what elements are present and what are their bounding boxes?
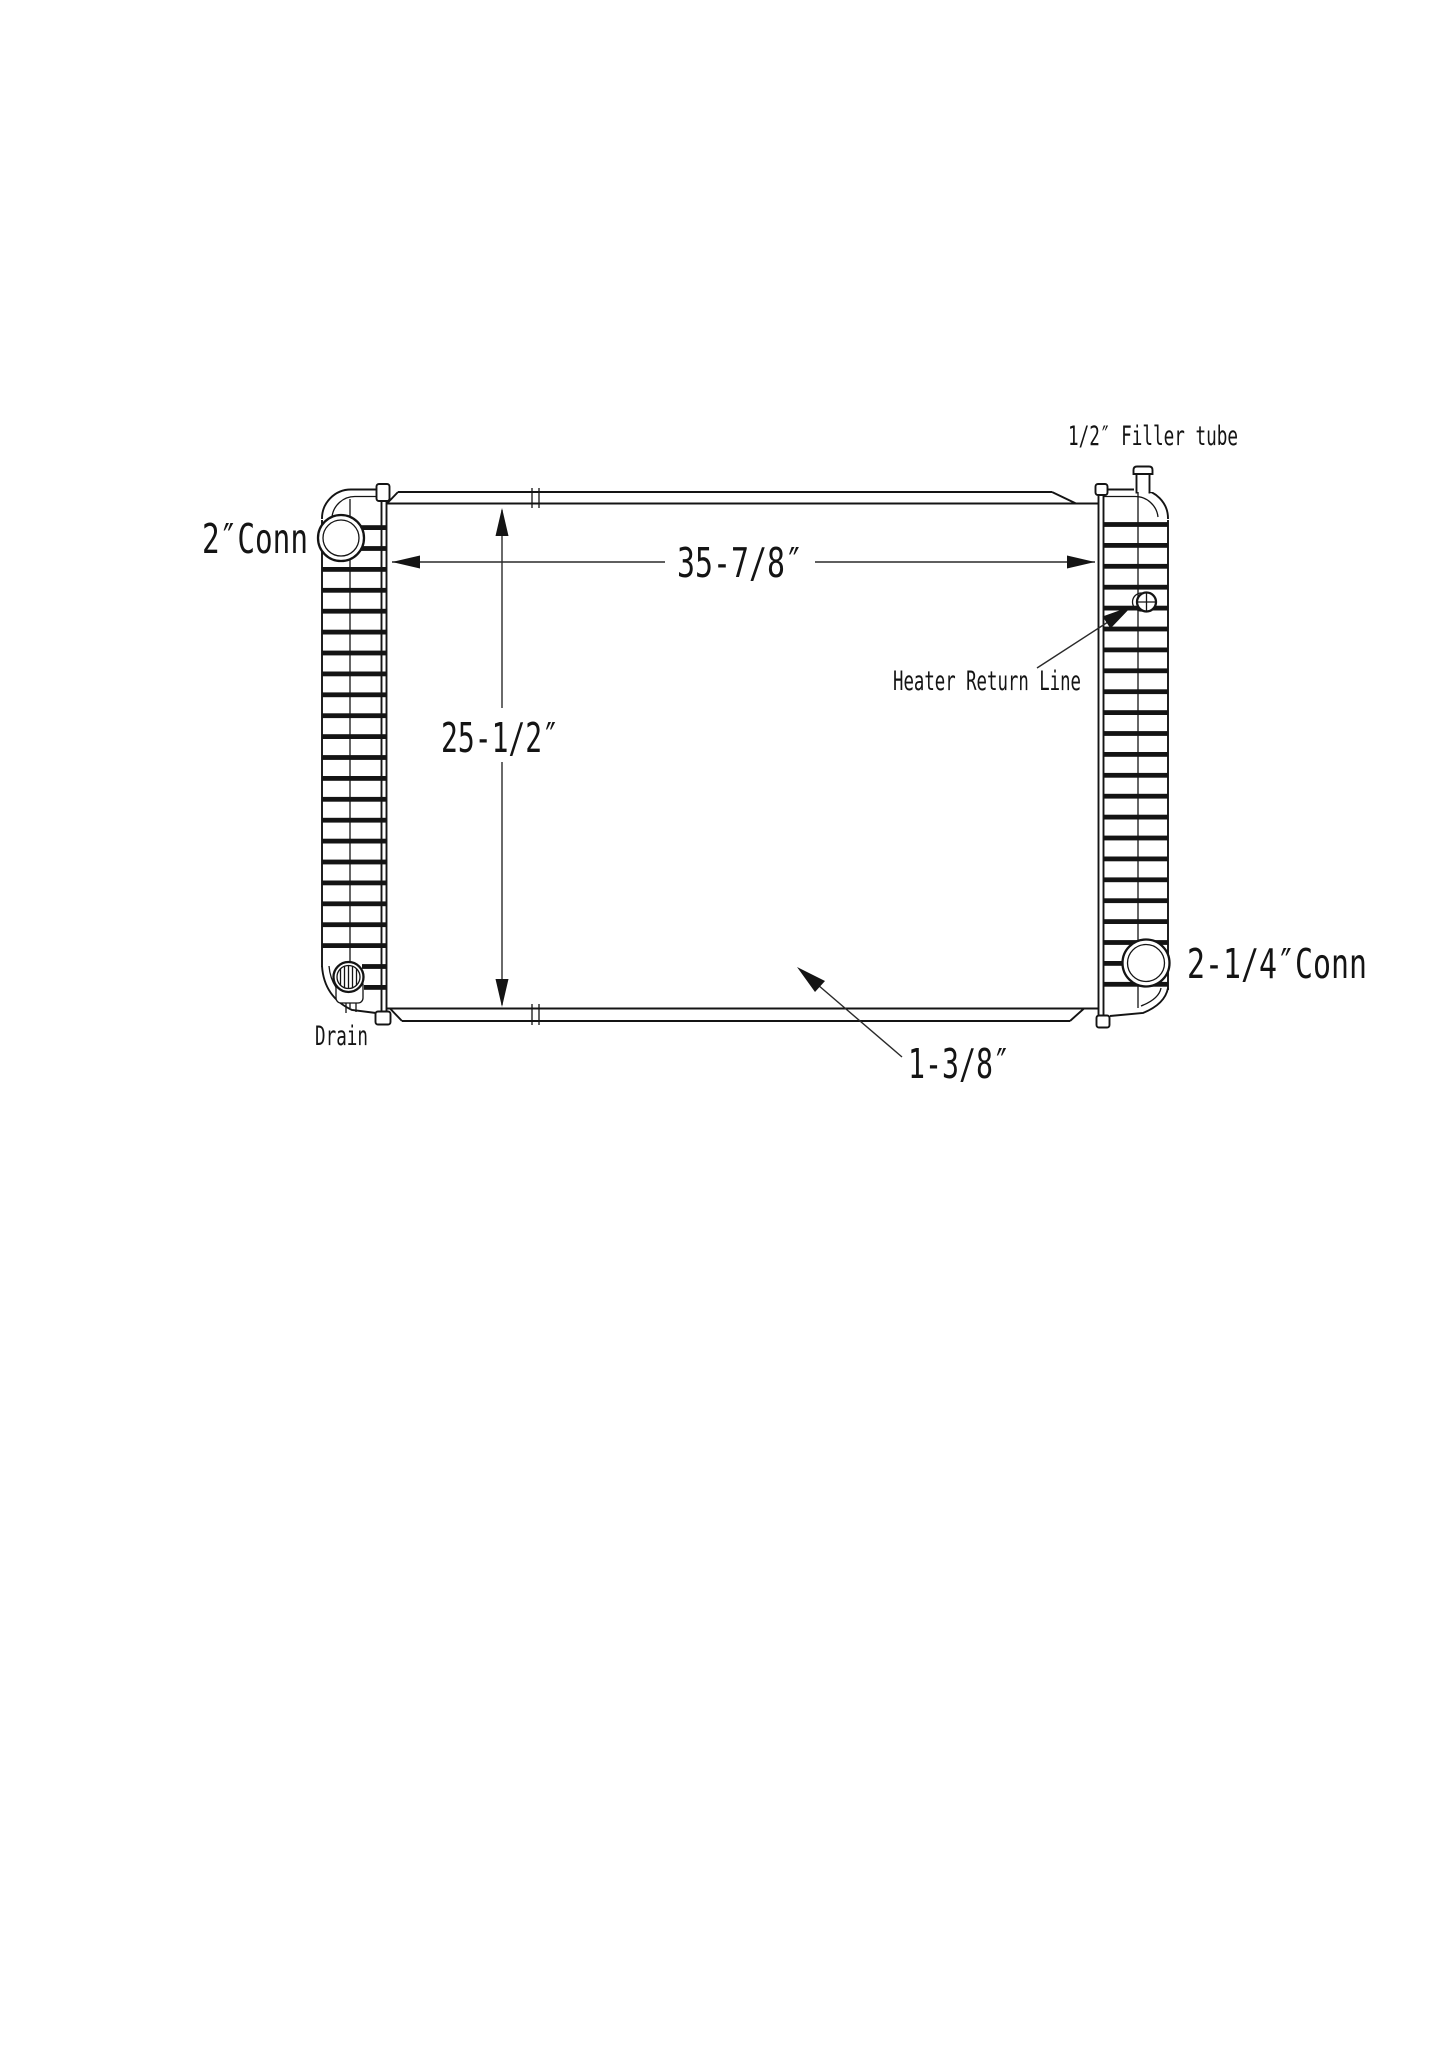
filler-tube [1134,466,1154,494]
drain-label: Drain [315,1021,368,1052]
left-tank-fins [322,525,386,990]
heater-return-label: Heater Return Line [893,666,1081,697]
outlet-connection-label: 2-1/4″Conn [1187,940,1367,988]
dimension-core-height-label: 25-1/2″ [441,714,559,762]
dimension-core-thickness-label: 1-3/8″ [908,1040,1010,1088]
core-top-plate [387,488,1098,508]
inlet-connection-label: 2″Conn [202,515,308,563]
core-bottom-plate [387,1004,1098,1025]
right-tank-fins [1104,522,1168,987]
filler-tube-label: 1/2″ Filler tube [1068,421,1238,452]
left-tank [322,484,391,1025]
drain-fitting [334,962,364,1013]
heater-return-fitting [1133,593,1157,612]
inlet-connection-2in [318,515,364,561]
outlet-connection-2-1-4in [1123,940,1170,987]
dimension-core-thickness [797,967,1010,1088]
heater-return-callout [893,606,1132,697]
dimension-core-width [392,539,1095,587]
dimension-core-width-label: 35-7/8″ [677,539,803,587]
dimension-core-height [441,508,559,1007]
